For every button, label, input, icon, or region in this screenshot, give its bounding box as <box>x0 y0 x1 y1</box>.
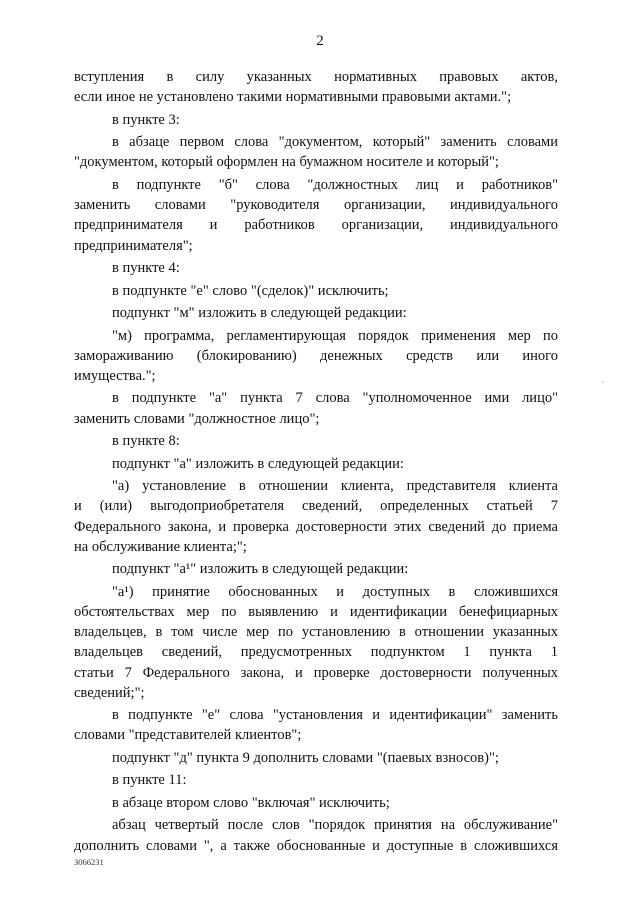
text-line: в подпункте "а" пункта 7 слова "уполномоченное ими лицо" <box>112 390 558 407</box>
text-line: обстоятельствах мер по выявлению и идентификации бенефициарных <box>74 603 558 620</box>
text-line: в абзаце первом слова "документом, который" заменить словами <box>112 134 558 151</box>
text-line: сведений;"; <box>74 684 145 701</box>
text-line: подпункт "д" пункта 9 дополнить словами "(паевых взносов)"; <box>112 749 499 766</box>
text-line: в подпункте "е" слово "(сделок)" исключить; <box>112 282 389 299</box>
text-line: в пункте 3: <box>112 111 180 128</box>
stray-mark: · <box>601 378 604 387</box>
text-line: в пункте 4: <box>112 260 180 277</box>
page-number: 2 <box>316 33 324 49</box>
text-line: дополнить словами ", а также обоснованные и доступные в сложившихся <box>74 837 558 854</box>
text-line: имущества."; <box>74 367 156 384</box>
text-line: если иное не установлено такими нормативными правовыми актами."; <box>74 89 512 106</box>
body-text <box>74 67 558 856</box>
text-line: словами "представителей клиентов"; <box>74 727 302 744</box>
text-line: "документом, который оформлен на бумажном носителе и который"; <box>74 154 499 171</box>
text-line: подпункт "а¹" изложить в следующей редакции: <box>112 561 409 578</box>
text-line: статьи 7 Федерального закона, и проверке достоверности полученных <box>74 664 558 681</box>
text-line: заменить словами "должностное лицо"; <box>74 410 320 427</box>
text-line: на обслуживание клиента;"; <box>74 538 247 555</box>
text-line: в абзаце втором слово "включая" исключить; <box>112 794 390 811</box>
text-line: подпункт "м" изложить в следующей редакции: <box>112 305 407 322</box>
text-line: вступления в силу указанных нормативных правовых актов, <box>74 69 558 85</box>
text-line: заменить словами "руководителя организации, индивидуального <box>74 197 558 214</box>
text-line: владельцев, в том числе мер по установлению в отношении указанных <box>74 624 558 641</box>
text-line: замораживанию (блокированию) денежных средств или иного <box>74 347 558 364</box>
text-line: в подпункте "е" слова "установления и идентификации" заменить <box>112 707 558 724</box>
text-line: и (или) выгодоприобретателя сведений, определенных статьей 7 <box>74 498 558 515</box>
text-line: "а¹) принятие обоснованных и доступных в сложившихся <box>112 583 558 600</box>
text-line: владельцев сведений, предусмотренных подпунктом 1 пункта 1 <box>74 644 558 661</box>
text-line: в подпункте "б" слова "должностных лиц и работников" <box>112 176 558 193</box>
text-line: подпункт "а" изложить в следующей редакции: <box>112 455 404 472</box>
text-line: абзац четвертый после слов "порядок принятия на обслуживание" <box>112 817 558 834</box>
text-line: "м) программа, регламентирующая порядок применения мер по <box>112 327 558 344</box>
text-line: в пункте 8: <box>112 433 180 450</box>
text-line: предпринимателя и работников организации, индивидуального <box>74 217 558 234</box>
text-line: предпринимателя"; <box>74 237 193 254</box>
text-line: Федерального закона, и проверка достоверности этих сведений до приема <box>74 518 558 535</box>
text-line: в пункте 11: <box>112 772 187 789</box>
document-code: 3066231 <box>74 857 104 867</box>
text-line: "а) установление в отношении клиента, представителя клиента <box>112 478 558 495</box>
